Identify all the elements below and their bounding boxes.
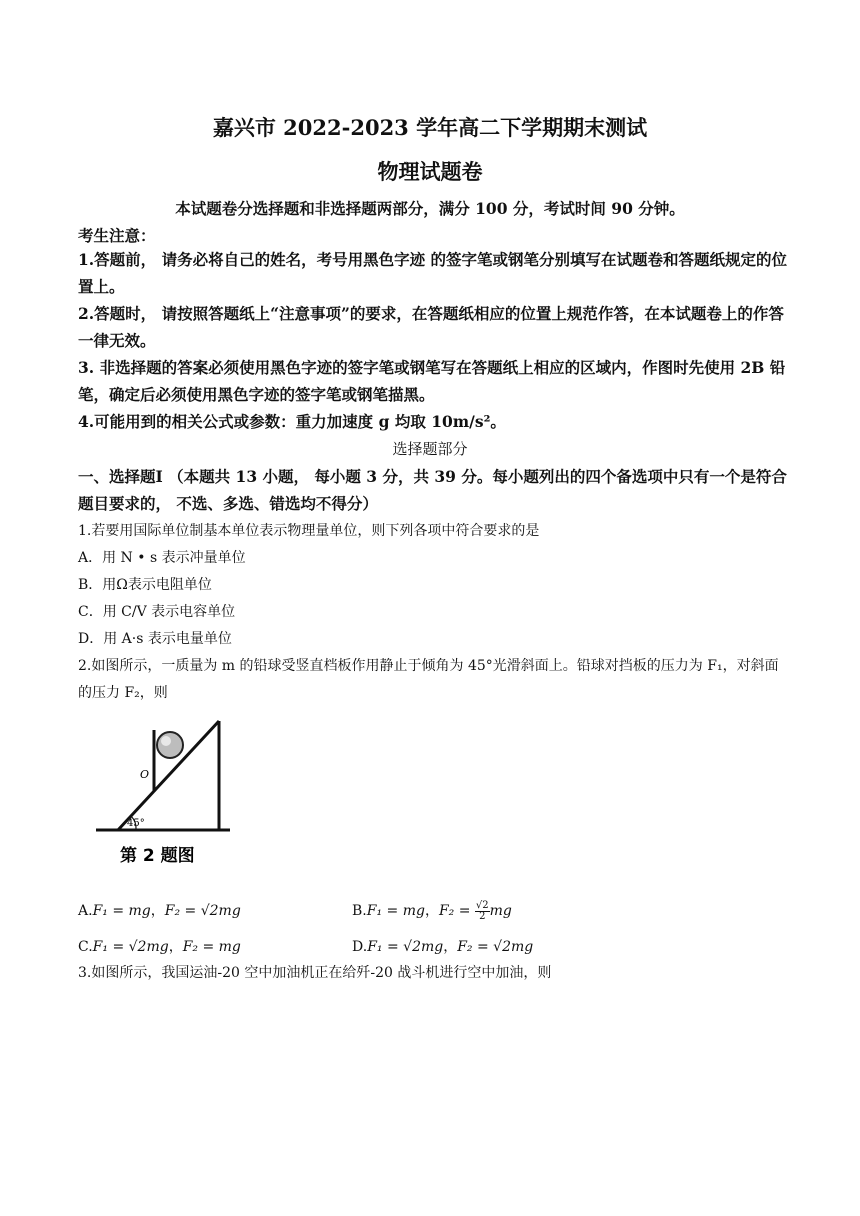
- question-2-option-b: B.F₁ = mg，F₂ = $\frac{√2}{2}$ mg: [352, 899, 512, 922]
- exam-subtitle: 物理试题卷: [377, 159, 483, 184]
- question-1-stem: 1.若要用国际单位制基本单位表示物理量单位，则下列各项中符合要求的是: [78, 523, 540, 539]
- exam-intro: 本试题卷分选择题和非选择题两部分，满分 100 分，考试时间 90 分钟。: [175, 199, 685, 218]
- question-1-option-d: D．用 A·s 表示电量单位: [78, 631, 232, 647]
- question-1-option-c: C．用 C/V 表示电容单位: [78, 604, 236, 620]
- notice-heading: 考生注意：: [78, 226, 156, 245]
- question-1-option-b: B．用Ω表示电阻单位: [78, 577, 212, 593]
- figure-caption: 第 2 题图: [120, 846, 195, 866]
- part1-instructions: 一、选择题I （本题共 13 小题， 每小题 3 分，共 39 分。每小题列出的四个备选项中只有一个是符合题目要求的， 不选、多选、错选均不得分）: [78, 467, 787, 513]
- question-2-option-c: C.F₁ = √2mg，F₂ = mg: [78, 939, 241, 955]
- figure-ball: [157, 732, 183, 758]
- section-title: 选择题部分: [392, 440, 468, 458]
- notice-item-4: 4.可能用到的相关公式或参数：重力加速度 g 均取 10m/s²。: [78, 412, 506, 431]
- figure-point-label: O: [140, 768, 150, 781]
- notice-item-1: 1.答题前， 请务必将自己的姓名，考号用黑色字迹 的签字笔或钢笔分别填写在试题卷和答题纸规定的位置上。: [78, 250, 787, 296]
- fraction: $\frac{√2}{2}$: [475, 899, 489, 922]
- question-1-option-a: A．用 N • s 表示冲量单位: [78, 550, 246, 566]
- figure-angle-label: 45°: [127, 818, 145, 829]
- notice-item-2: 2.答题时， 请按照答题纸上“注意事项”的要求，在答题纸相应的位置上规范作答，在本试题卷上的作答一律无效。: [78, 304, 784, 350]
- question-3-stem: 3.如图所示，我国运油-20 空中加油机正在给歼-20 战斗机进行空中加油，则: [78, 965, 552, 981]
- notice-item-3: 3. 非选择题的答案必须使用黑色字迹的签字笔或钢笔写在答题纸上相应的区域内，作图时先使用 2B 铅笔，确定后必须使用黑色字迹的签字笔或钢笔描黑。: [78, 358, 786, 404]
- exam-title: 嘉兴市 2022-2023 学年高二下学期期末测试: [212, 115, 648, 140]
- question-2-figure: [90, 718, 230, 870]
- question-2-option-a: A.F₁ = mg，F₂ = √2mg: [78, 903, 241, 919]
- question-2-option-d: D.F₁ = √2mg，F₂ = √2mg: [352, 939, 534, 955]
- question-2-stem: 2.如图所示，一质量为 m 的铅球受竖直档板作用静止于倾角为 45°光滑斜面上。铅球对挡板的压力为 F₁，对斜面的压力 F₂，则: [78, 658, 779, 701]
